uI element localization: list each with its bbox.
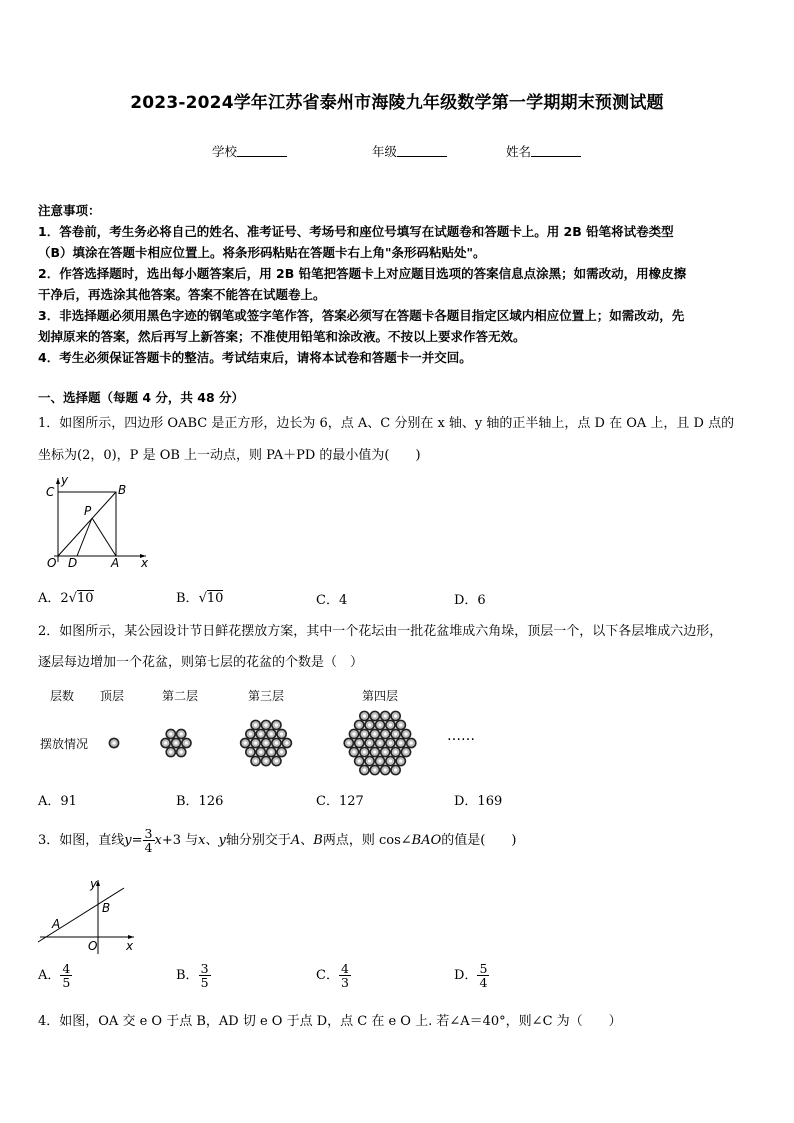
flower-pot-center [410, 741, 413, 744]
flower-pot-center [363, 732, 366, 735]
flower-pot-center [275, 723, 278, 726]
school-field [212, 142, 287, 160]
q1-option-c: C．4 [316, 593, 348, 608]
q1-figure [40, 472, 152, 570]
flower-pot-center [389, 759, 392, 762]
notes-heading: 注意事项： [38, 203, 101, 218]
q2-header-third: 第三层 [248, 689, 285, 703]
flower-pot-center [389, 723, 392, 726]
flower-pot-center [373, 750, 376, 753]
flower-pot-center [254, 723, 257, 726]
name-label: 姓名 [506, 144, 532, 159]
label-p: P [84, 504, 92, 518]
flower-pot-center [368, 723, 371, 726]
flower-pot-center [264, 741, 267, 744]
q3-fraction: $\frac{3}{4}$ [144, 826, 153, 855]
flower-pot-center [169, 732, 172, 735]
label-d: D [68, 556, 78, 570]
flower-pot-center [244, 741, 247, 744]
sqrt-symbol: √ [68, 591, 77, 606]
q2-line1: 2．如图所示，某公园设计节日鲜花摆放方案，其中一个花坛由一批花盆堆成六角垛，顶层一个，以下各层堆成六边形， [38, 624, 723, 639]
flower-pot-center [363, 768, 366, 771]
flower-pot-center [264, 723, 267, 726]
school-label: 学校 [212, 144, 238, 159]
flower-pot-center [180, 732, 183, 735]
flower-pot-center [363, 714, 366, 717]
q2-header-second: 第二层 [162, 689, 199, 703]
q2-option-c: C．127 [316, 794, 364, 809]
q2-line2: 逐层每边增加一个花盆，则第七层的花盆的个数是（ ） [38, 655, 364, 670]
q1-option-b: B．√10 [176, 591, 224, 606]
label-y: y [90, 877, 98, 891]
note-line: 划掉原来的答案，然后再写上新答案；不准使用铅笔和涂改液。不按以上要求作答无效。 [38, 329, 526, 344]
sqrt-symbol: √ [198, 591, 207, 606]
q2-header-layers: 层数 [50, 689, 75, 703]
flower-pot-center [404, 750, 407, 753]
flower-pot-center [384, 768, 387, 771]
flower-pot-center [275, 759, 278, 762]
flower-pot-center [249, 750, 252, 753]
flower-pot-center [384, 732, 387, 735]
label-a: A [111, 556, 120, 570]
grade-field [372, 142, 447, 160]
flower-pot-center [280, 750, 283, 753]
name-blank [531, 144, 581, 157]
note-line: （B）填涂在答题卡相应位置上。将条形码粘贴在答题卡右上角"条形码粘贴处"。 [38, 245, 486, 260]
diagonal-ob [58, 492, 116, 556]
flower-pot-center [373, 732, 376, 735]
q3-figure [36, 874, 140, 958]
name-field [506, 142, 581, 160]
flower-pots [109, 711, 415, 774]
flower-pot-center [254, 759, 257, 762]
q2-option-d: D．169 [454, 794, 503, 809]
flower-pot-center [394, 750, 397, 753]
q1-line2: 坐标为(2，0)，P 是 OB 上一动点，则 PA＋PD 的最小值为( ) [38, 448, 421, 463]
q3-stem: 3．如图，直线y= $\frac{3}{4}$ x+3 与x、y轴分别交于A、B两点，则 cos∠BAO的值是( ) [38, 826, 517, 855]
y-arrow [56, 478, 60, 484]
label-x: x [141, 556, 149, 570]
flower-pot-center [249, 732, 252, 735]
q2-ellipsis: …… [447, 728, 475, 744]
label-x: x [126, 939, 134, 953]
flower-pot-center [352, 732, 355, 735]
q2-hexagon-figure [100, 700, 440, 782]
q1-option-d: D．6 [454, 593, 486, 608]
q4-stem: 4．如图，OA 交 e O 于点 B，AD 切 e O 于点 D，点 C 在 e O 上. 若∠A＝40°，则∠C 为（ ） [38, 1014, 622, 1029]
grade-blank [397, 144, 447, 157]
q1-option-a: A．2√10 [38, 591, 94, 606]
flower-pot-center [254, 741, 257, 744]
flower-pot-center [404, 732, 407, 735]
flower-pot-center [368, 741, 371, 744]
flower-pot-center [394, 768, 397, 771]
flower-pot-center [280, 732, 283, 735]
flower-pot-center [185, 741, 188, 744]
flower-pot-center [180, 750, 183, 753]
section-heading: 一、选择题（每题 4 分，共 48 分） [38, 390, 245, 405]
flower-pot-center [394, 714, 397, 717]
flower-pot-center [174, 741, 177, 744]
flower-pot-center [373, 768, 376, 771]
flower-pot-center [368, 759, 371, 762]
flower-pot-center [347, 741, 350, 744]
segment-pa [92, 518, 116, 556]
flower-pot-center [358, 723, 361, 726]
q3-option-a: A． $\frac{4}{5}$ [38, 961, 71, 990]
note-line: 4．考生必须保证答题卡的整洁。考试结束后，请将本试卷和答题卡一并交回。 [38, 350, 472, 365]
q2-header-top: 顶层 [100, 689, 125, 703]
label-y: y [61, 473, 69, 487]
label-a: A [52, 917, 61, 931]
flower-pot-center [270, 750, 273, 753]
q2-option-a: A．91 [38, 794, 77, 809]
flower-pot-center [275, 741, 278, 744]
page-title: 2023-2024学年江苏省泰州市海陵九年级数学第一学期期末预测试题 [130, 93, 664, 113]
q2-header-fourth: 第四层 [362, 689, 399, 703]
line-ab [38, 888, 124, 942]
segment-pd [77, 518, 92, 556]
label-o: O [88, 939, 98, 953]
flower-pot-center [264, 759, 267, 762]
school-blank [237, 144, 287, 157]
q3-option-b: B． $\frac{3}{5}$ [176, 961, 209, 990]
flower-pot-center [358, 741, 361, 744]
grade-label: 年级 [372, 144, 398, 159]
flower-pot-center [389, 741, 392, 744]
q2-row-label: 摆放情况 [40, 737, 89, 751]
flower-pot-center [378, 741, 381, 744]
flower-pot-center [399, 723, 402, 726]
flower-pot-center [259, 732, 262, 735]
flower-pot-center [270, 732, 273, 735]
flower-pot-center [399, 759, 402, 762]
flower-pot-center [384, 714, 387, 717]
flower-pot-center [394, 732, 397, 735]
flower-pot-center [164, 741, 167, 744]
flower-pot-center [399, 741, 402, 744]
label-b: B [118, 483, 127, 497]
q3-option-c: C． $\frac{4}{3}$ [316, 961, 349, 990]
flower-pot-center [378, 759, 381, 762]
flower-pot-center [363, 750, 366, 753]
note-line: 3．非选择题必须用黑色字迹的钢笔或签字笔作答，答案必须写在答题卡各题目指定区域内相应位置上；如需改动，先 [38, 308, 685, 323]
flower-pot-center [373, 714, 376, 717]
flower-pot-center [352, 750, 355, 753]
q2-option-b: B．126 [176, 794, 224, 809]
q1-line1: 1．如图所示，四边形 OABC 是正方形，边长为 6，点 A、C 分别在 x 轴、y 轴的正半轴上，点 D 在 OA 上，且 D 点的 [38, 416, 735, 431]
note-line: 1．答卷前，考生务必将自己的姓名、准考证号、考场号和座位号填写在试题卷和答题卡上。用 2B 铅笔将试卷类型 [38, 224, 674, 239]
flower-pot-center [378, 723, 381, 726]
flower-pot-center [259, 750, 262, 753]
label-c: C [46, 485, 55, 499]
note-line: 干净后，再选涂其他答案。答案不能答在试题卷上。 [38, 287, 326, 302]
label-o: O [47, 556, 57, 570]
label-b: B [102, 901, 111, 915]
note-line: 2．作答选择题时，选出每小题答案后，用 2B 铅笔把答题卡上对应题目选项的答案信息点涂黑；如需改动，用橡皮擦 [38, 266, 687, 281]
q3-option-d: D． $\frac{5}{4}$ [454, 961, 488, 990]
flower-pot-center [358, 759, 361, 762]
flower-pot-center [384, 750, 387, 753]
flower-pot-center [169, 750, 172, 753]
flower-pot-center [112, 741, 115, 744]
flower-pot-center [285, 741, 288, 744]
